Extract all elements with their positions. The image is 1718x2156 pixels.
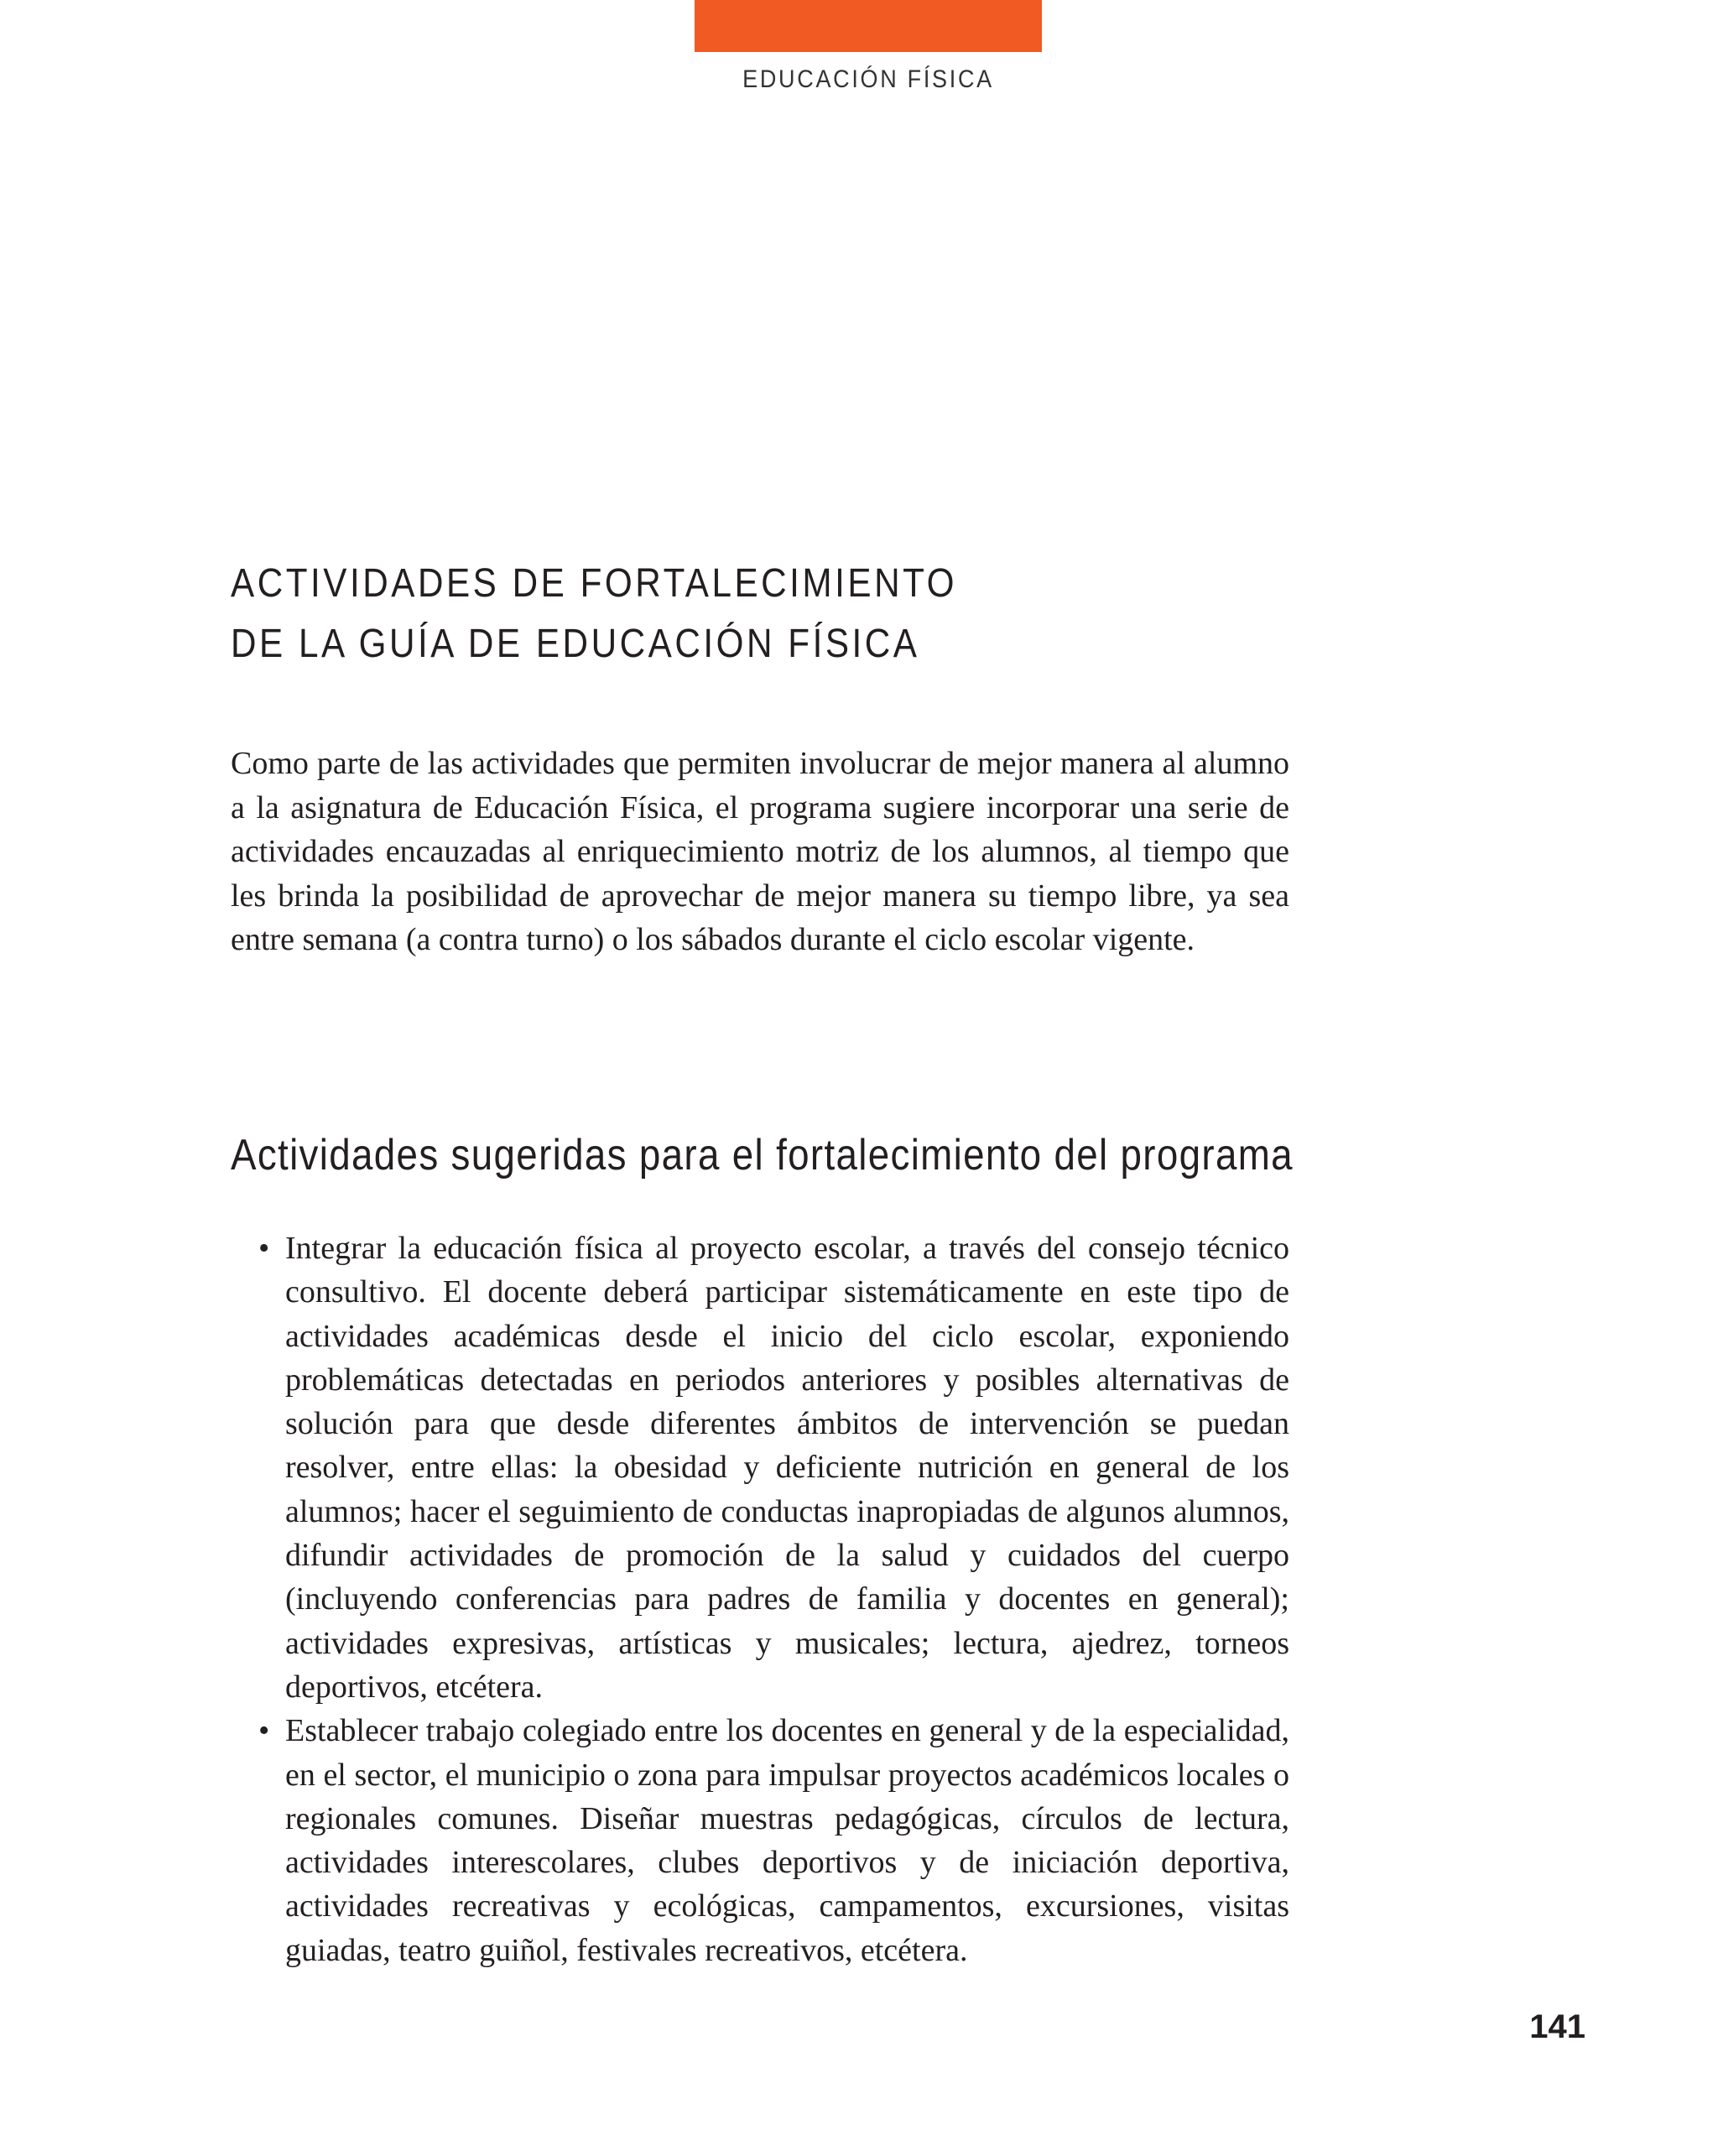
page-title-line-1: ACTIVIDADES DE FORTALECIMIENTO — [231, 561, 958, 606]
list-item-text: Integrar la educación física al proyecto escolar, a través del consejo técnico consultivo. El docente deberá participar sistemáticamente en este tipo de actividades académicas desde el inicio del ciclo escolar, exponiendo problemáticas detectadas en periodos anteriores y posibles alternativas de solución para que desde diferentes ámbitos de intervención se puedan resolver, entre ellas: la obesidad y deficiente nutrición en general de los alumnos; hacer el seguimiento de conductas inapropiadas de algunos alumnos, difundir actividades de promoción de la salud y cuidados del cuerpo (incluyendo conferencias para padres de familia y docentes en general); actividades expresivas, artísticas y musicales; lectura, ajedrez, torneos deportivos, etcétera. — [285, 1231, 1289, 1705]
page-number: 141 — [1529, 2008, 1585, 2045]
header-accent-tab — [695, 0, 1042, 52]
bullet-icon: • — [258, 1231, 270, 1266]
list-item-text: Establecer trabajo colegiado entre los docentes en general y de la especialidad, en el sector, el municipio o zona para impulsar proyectos académicos locales o regionales comunes. Diseñar muestras pedagógicas, círculos de lectura, actividades interescolares, clubes deportivos y de iniciación deportiva, actividades recreativas y ecológicas, campamentos, excursiones, visitas guiadas, teatro guiñol, festivales recreativos, etcétera. — [285, 1713, 1289, 1968]
list-item — [258, 1709, 1289, 1972]
page-title — [231, 554, 957, 674]
section-heading: Actividades sugeridas para el fortalecimiento del programa — [231, 1131, 1294, 1180]
list-item — [258, 1226, 1289, 1709]
page-title-line-2: DE LA GUÍA DE EDUCACIÓN FÍSICA — [231, 622, 920, 666]
bullet-icon: • — [258, 1713, 270, 1749]
running-header: EDUCACIÓN FÍSICA — [742, 65, 994, 93]
intro-paragraph: Como parte de las actividades que permiten involucrar de mejor manera al alumno a la asignatura de Educación Física, el programa sugiere incorporar una serie de actividades encauzadas al enriquecimiento motriz de los alumnos, al tiempo que les brinda la posibilidad de aprovechar de mejor manera su tiempo libre, ya sea entre semana (a contra turno) o los sábados durante el ciclo escolar vigente. — [231, 746, 1289, 957]
activities-list — [258, 1226, 1289, 1972]
